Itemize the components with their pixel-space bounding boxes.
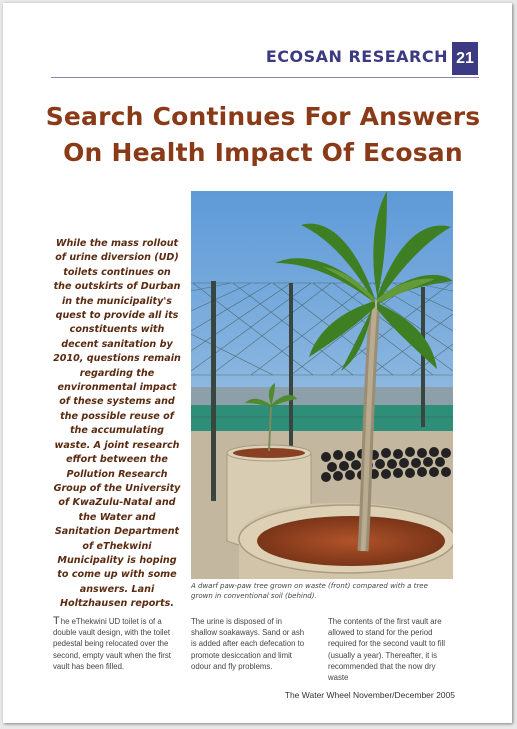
photo-caption: A dwarf paw-paw tree grown on waste (front) compared with a tree grown in conventional soil (behind). <box>191 582 428 600</box>
title-line-1: Search Continues For Answers <box>45 102 481 131</box>
paw-paw-tree-photo <box>191 191 453 579</box>
body-column-1-text: he eThekwini UD toilet is of a double vault design, with the toilet pedestal being relocated over the second, empty vault when the first vault has been filled. <box>53 617 171 671</box>
magazine-page <box>3 3 512 723</box>
article-title <box>43 99 483 171</box>
page-number-badge: 21 <box>452 42 478 75</box>
publication-footer: The Water Wheel November/December 2005 <box>284 690 455 700</box>
body-column-2: The urine is disposed of in shallow soakaways. Sand or ash is added after each defecation to promote desiccation and limit odour and fly problems. <box>191 617 305 671</box>
body-column-1 <box>53 616 171 672</box>
section-label: ECOSAN RESEARCH <box>265 47 448 66</box>
body-column-3: The contents of the first vault are allowed to stand for the period required for the second vault to fill (usually a year). Thereafter, it is recommended that the now dry waste <box>328 617 446 683</box>
title-line-2: On Health Impact Of Ecosan <box>63 138 463 167</box>
intro-standfirst: While the mass rollout of urine diversion (UD) toilets continues on the outskirts of Durban in the municipality's quest to provide all its constituents with decent sanitation by 2010, questions remain regarding the environmental impact of these systems and the possible reuse of the accumulating waste. A joint research effort between the Pollution Research Group of the University of KwaZulu-Natal and the Water and Sanitation Department of eThekwini Municipality is hoping to come up with some answers. Lani Holtzhausen reports. <box>53 238 181 610</box>
header-rule <box>51 77 479 78</box>
drop-cap: T <box>53 615 60 627</box>
